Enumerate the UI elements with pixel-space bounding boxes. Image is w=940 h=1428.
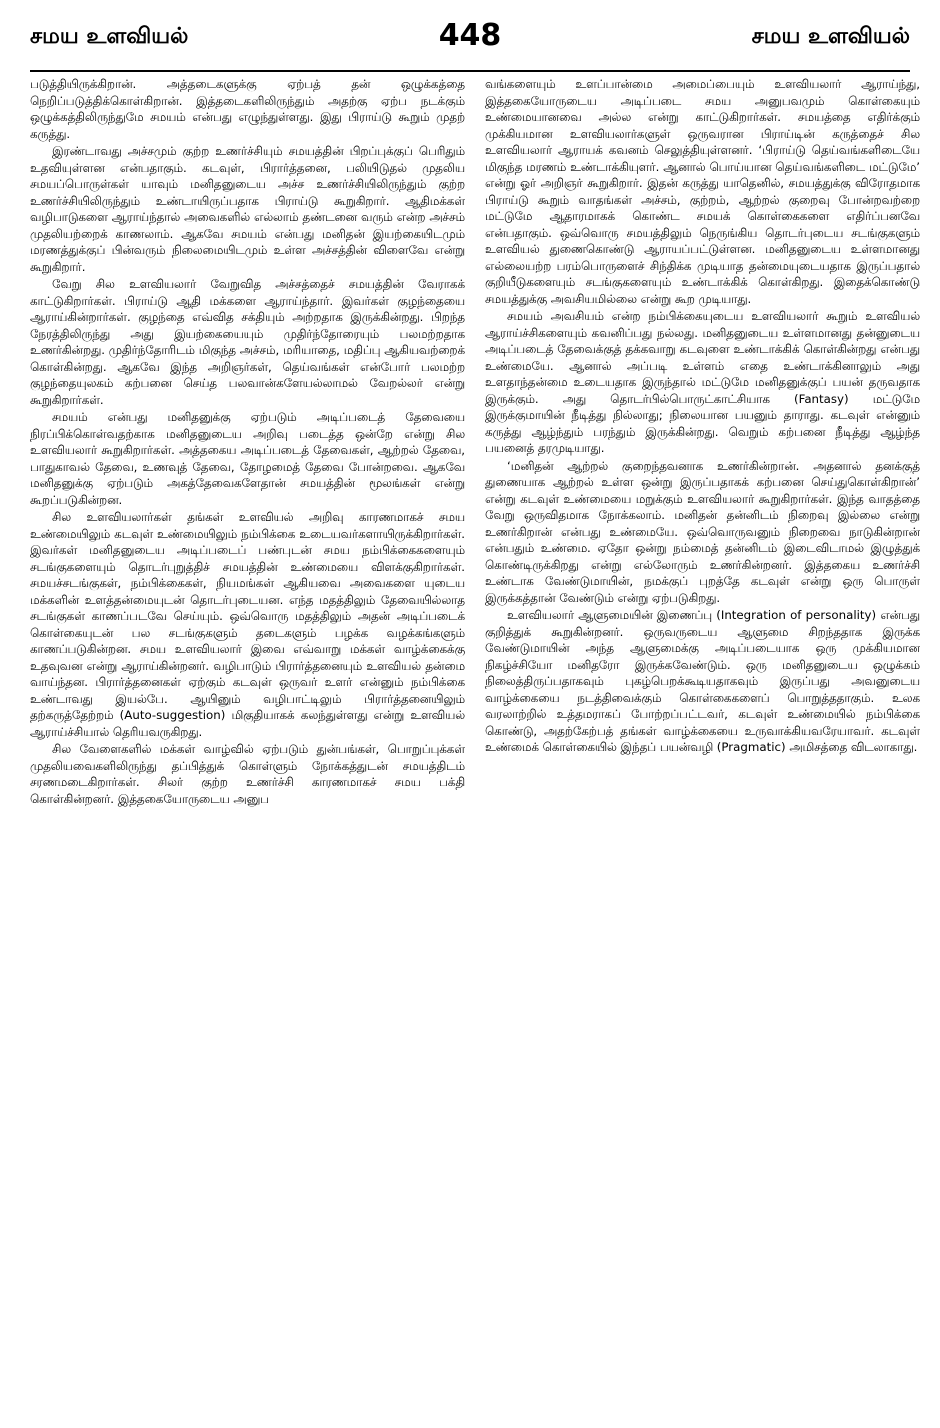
paragraph: சமயம் அவசியம் என்ற நம்பிக்கையுடைய உளவியலார் கூறும் உளவியல் ஆராய்ச்சிகளையும் கவனிப்பது நல்லது. மனிதனுடைய உள்ளமானது தன்னுடைய அடிப்படைத் தேவைக்குத் தக்கவாறு கடவுளை உண்டாக்கிக் கொள்கின்றது என்பது உண்மையே. ஆனால் அப்படி உள்ளம் எதை உண்டாக்கினாலும் அது உளதாந்தன்மை உடையதாக இருந்தால் மட்டுமே மனிதனுக்குப் பயன் தருவதாக இருக்கும். அது தொடர்பில்பொருட்காட்சியாக (Fantasy) மட்டுமே இருக்குமாயின் நீடித்து நில்லாது; நிலையான பயனும் தாராது. கடவுள் என்னும் கருத்து ஆழ்ந்தும் பரந்தும் இருக்கின்றது. வெறும் கற்பனை நீடித்து ஆழ்ந்த பயனைத் தரமுடியாது.	[485, 309, 920, 455]
paragraph: இரண்டாவது அச்சமும் குற்ற உணர்ச்சியும் சமயத்தின் பிறப்புக்குப் பெரிதும் உதவியுள்ளன என்பதாகும். கடவுள், பிரார்த்தனை, பலியிடுதல் முதலிய சமயப்பொருள்கள் யாவும் மனிதனுடைய அச்ச உணர்ச்சியிலிருந்தும் குற்ற உணர்ச்சியிலிருந்தும் உண்டாயிருப்பதாக பிராய்டு கூறுகிறார். ஆதிமக்கள் வழிபாடுகளை ஆராய்ந்தால் அவைகளில் எல்லாம் தண்டனை வரும் என்ற அச்சம் முதலியற்றைக் காணலாம். ஆகவே சமயம் என்பது மனிதன் இயற்கையிடமும் மரணத்துக்குப் பின்வரும் நிலைமையிடமும் உள்ள அச்சத்தின் விளைவே என்று கூறுகிறார்.	[30, 144, 465, 274]
page-number: 448	[438, 18, 502, 53]
running-head-right: சமய உளவியல்	[751, 24, 910, 49]
paragraph: ‘மனிதன் ஆற்றல் குறைந்தவனாக உணர்கின்றான். அதனால் தனக்குத் துணையாக ஆற்றல் உள்ள ஒன்று இருப்பதாகக் கற்பனை செய்துகொள்கிறான்’ என்று கடவுள் உண்மையை மறுக்கும் உளவியலார் கூறுகிறார்கள். இந்த வாதத்தை வேறு ஒருவிதமாக நோக்கலாம். மனிதன் தன்னிடம் நிறைவு இல்லை என்று உணர்கிறான் என்பது உண்மையே. ஒவ்வொருவனும் நிறைவை நாடுகின்றான் என்பதும் உண்மை. ஏதோ ஒன்று நம்மைத் தன்னிடம் இடைவிடாமல் இழுத்துக் கொண்டிருக்கிறது என்று எல்லோரும் உணர்கின்றனர். இத்தகைய உணர்ச்சி உண்டாக வேண்டுமாயின், நமக்குப் புறத்தே கடவுள் என்று ஒரு பொருள் இருக்கத்தான் வேண்டும் என்று ஏற்படுகிறது.	[485, 458, 920, 605]
paragraph: சில உளவியலார்கள் தங்கள் உளவியல் அறிவு காரணமாகச் சமய உண்மையிலும் கடவுள் உண்மையிலும் நம்பிக்கை உடையவர்களாயிருக்கிறார்கள். இவர்கள் மனிதனுடைய அடிப்படைப் பண்புடன் சமய நம்பிக்கைகளையும் சடங்குகளையும் தொடர்புறுத்திச் சமயத்தின் உண்மையை விளக்குகிறார்கள். சமயச்சடங்குகள், நம்பிக்கைகள், நியமங்கள் ஆகியவை அவைகளை யுடைய மக்களின் உளத்தன்மையுடன் தொடர்புடையன. எந்த மதத்திலும் தேவையில்லாத சடங்குகள் காணப்படவே செய்யும். ஒவ்வொரு மதத்திலும் அதன் அடிப்படைக் கொள்கையுடன் பல சடங்குகளும் தடைகளும் பழக்க வழக்கங்களும் காணப்படுகின்றன. சமய உளவியலார் இவை எவ்வாறு மக்கள் வாழ்க்கைக்கு உதவுவன என்று ஆராய்கின்றனர். வழிபாடும் பிரார்த்தனையும் உளவியல் தன்மை வாய்ந்தன. பிரார்த்தனைகள் ஏற்கும் கடவுள் ஒருவர் உளர் என்னும் நம்பிக்கை உண்டாவது இயல்பே. ஆயினும் வழிபாட்டிலும் பிரார்த்தனையிலும் தற்கருத்தேற்றம் (Auto-suggestion) மிகுதியாகக் கலந்துள்ளது என்று உளவியல் ஆராய்ச்சியால் தெரியவருகிறது.	[30, 510, 465, 739]
paragraph: படுத்தியிருக்கிறான். அத்தடைகளுக்கு ஏற்பத் தன் ஒழுக்கத்தை நெறிப்படுத்திக்கொள்கிறான். இத்தடைகளிலிருந்தும் அதற்கு ஏற்ப நடக்கும் ஒழுக்கத்திலிருந்துமே சமயம் என்பது எழுந்துள்ளது. இது பிராய்டு கூறும் முதற் கருத்து.	[30, 77, 465, 141]
running-head-left: சமய உளவியல்	[30, 24, 189, 49]
header-rule	[30, 70, 910, 72]
right-column	[485, 76, 920, 1408]
paragraph: சில வேளைகளில் மக்கள் வாழ்வில் ஏற்படும் துன்பங்கள், பொறுப்புக்கள் முதலியவைகளிலிருந்து தப்பித்துக் கொள்ளும் நோக்கத்துடன் சமயத்திடம் சரணமடைகிறார்கள். சிலர் குற்ற உணர்ச்சி காரணமாகச் சமய பக்தி கொள்கின்றனர். இத்தகையோருடைய அனுப	[30, 742, 465, 806]
page-header	[30, 18, 910, 62]
paragraph: வங்களையும் உளப்பான்மை அமைப்பையும் உளவியலார் ஆராய்ந்து, இத்தகையோருடைய அடிப்படை சமய அனுபவமும் கொள்கையும் உண்மையானவை அல்ல என்று காட்டுகிறார்கள். சமயத்தை எதிர்க்கும் முக்கியமான உளவியலார்களுள் ஒருவரான பிராய்டின் கருத்தைச் சில உளவியலார் ஆராயக் கவனம் செலுத்தியுள்ளனர். ‘பிராய்டு தெய்வங்களிடையே மிகுந்த மரணம் உண்டாக்கியுளர். ஆனால் பொய்யான தெய்வங்களிடை மட்டுமே’ என்று ஓர் அறிஞர் கூறுகிறார். இதன் கருத்து யாதெனில், சமயத்துக்கு விரோதமாக பிராய்டு கூறும் வாதங்கள் அச்சம், குற்றம், ஆற்றல் குறைவு போன்றவற்றை மட்டுமே ஆதாரமாகக் கொண்ட சமயக் கொள்கைகளை எதிர்ப்பனவே என்பதாகும். ஒவ்வொரு சமயத்திலும் நெருங்கிய தொடர்புடைய சடங்குகளும் உளவியல் துணைகொண்டு ஆராயப்பட்டுள்ளன. மனிதனுடைய உள்ளமானது எல்லையற்ற பரம்பொருளைச் சிந்திக்க முடியாத தன்மையுடையதாக இருப்பதால் குறியீடுகளையும் சடங்குகளையும் உண்டாக்கிக் கொள்கிறது. இதைக்கொண்டு சமயத்துக்கு அவசியமில்லை என்று கூற முடியாது.	[485, 77, 920, 306]
left-column	[30, 76, 465, 1408]
paragraph: வேறு சில உளவியலார் வேறுவித அச்சத்தைச் சமயத்தின் வேராகக் காட்டுகிறார்கள். பிராய்டு ஆதி மக்களை ஆராய்ந்தார். இவர்கள் குழந்தையை ஆராய்கின்றார்கள். குழந்தை எவ்வித சக்தியும் அற்றதாக இருக்கின்றது. பிறந்த நேரத்திலிருந்து அது இயற்கையையும் முதிர்ந்தோரையும் பலமற்றதாக உணர்கின்றது. முதிர்ந்தோரிடம் மிகுந்த அச்சம், மரியாதை, மதிப்பு ஆகியவற்றைக் கொள்கின்றது. ஆகவே இந்த அறிஞர்கள், தெய்வங்கள் என்போர் பலமற்ற குழந்தையுலகம் கற்பனை செய்த பலவான்களேயல்லாமல் வேறல்லர் என்று கூறுகிறார்கள்.	[30, 277, 465, 407]
paragraph: சமயம் என்பது மனிதனுக்கு ஏற்படும் அடிப்படைத் தேவையை நிரப்பிக்கொள்வதற்காக மனிதனுடைய அறிவு படைத்த ஒன்றே என்று சில உளவியலார் கூறுகிறார்கள். அத்தகைய அடிப்படைத் தேவைகள், ஆற்றல் தேவை, பாதுகாவல் தேவை, உணவுத் தேவை, தோழமைத் தேவை போன்றவை. ஆகவே மனிதனுக்கு ஏற்படும் அகத்தேவைகளேதான் சமயத்தின் மூலங்கள் என்று கூறப்படுகின்றன.	[30, 410, 465, 507]
paragraph: உளவியலார் ஆளுமையின் இணைப்பு (Integration of personality) என்பது குறித்துக் கூறுகின்றனர். ஒருவருடைய ஆளுமை சிறந்ததாக இருக்க வேண்டுமாயின் அந்த ஆளுமைக்கு அடிப்படையாக ஒரு முக்கியமான நிகழ்ச்சியோ மனிதரோ இருக்கவேண்டும். ஒரு மனிதனுடைய ஒழுக்கம் நிலைத்திருப்பதாகவும் புகழ்பெறக்கூடியதாகவும் இருப்பது அவனுடைய வாழ்க்கையை நடத்திவைக்கும் கொள்கைகளைப் பொறுத்ததாகும். உலக வரலாற்றில் உத்தமராகப் போற்றப்பட்டவர், கடவுள் உண்மையில் நம்பிக்கை கொண்டு, அதற்கேற்பத் தங்கள் வாழ்க்கையை உருவாக்கியவரேயாவர். கடவுள் உண்மைக் கொள்கையில் இந்தப் பயன்வழி (Pragmatic) அமிசத்தை விடலாகாது.	[485, 608, 920, 754]
